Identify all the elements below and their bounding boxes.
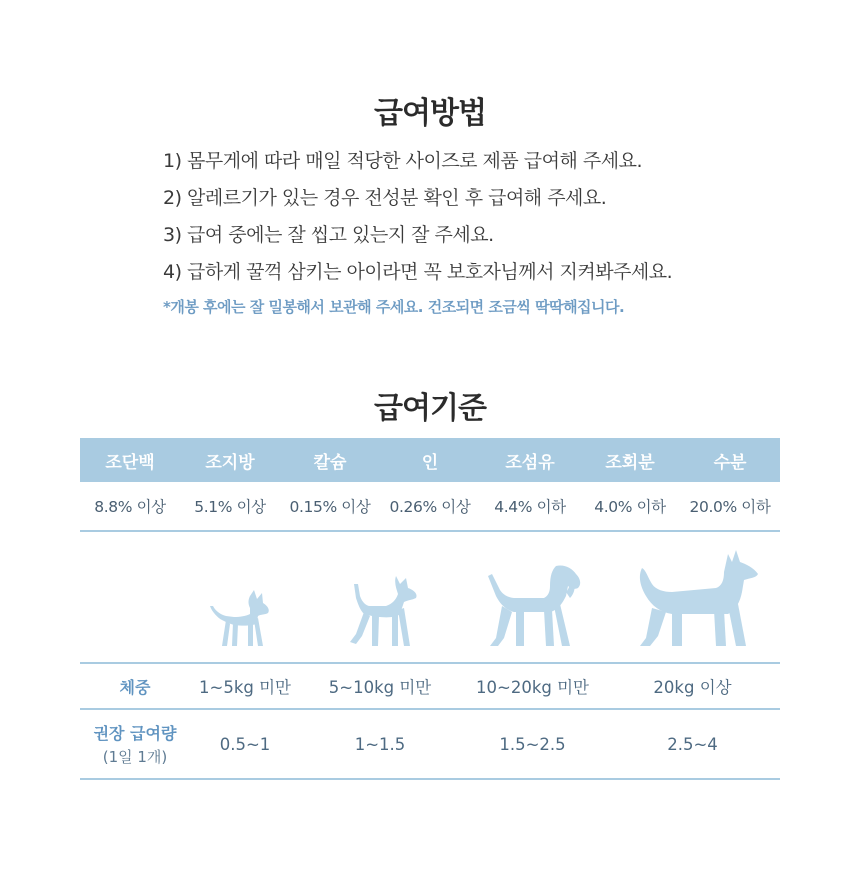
feeding-amount-table (80, 662, 780, 780)
medium-dog-icon (342, 574, 422, 648)
nutrient-value: 0.26% 이상 (389, 498, 471, 516)
nutrient-value: 0.15% 이상 (289, 498, 371, 516)
guide-line-1: 1) 몸무게에 따라 매일 적당한 사이즈로 제품 급여해 주세요. (163, 150, 643, 172)
amount-row (80, 708, 780, 780)
weight-cell: 20kg 이상 (653, 678, 732, 697)
weight-label-text: 체중 (119, 677, 151, 697)
large-dog-icon (482, 562, 582, 648)
amount-label (80, 721, 190, 767)
weight-cell: 5~10kg 미만 (328, 678, 432, 697)
nutrient-header: 조단백 (105, 452, 155, 473)
weight-cell: 10~20kg 미만 (476, 678, 589, 697)
nutrient-header: 조섬유 (505, 452, 555, 473)
nutrient-table (80, 438, 780, 532)
weight-cell: 1~5kg 미만 (199, 678, 291, 697)
amount-label-sub: (1일 1개) (102, 748, 168, 766)
guide-line-3: 3) 급여 중에는 잘 씹고 있는지 잘 주세요. (163, 224, 494, 246)
nutrient-value: 4.0% 이하 (594, 498, 666, 516)
amount-cell: 1~1.5 (354, 734, 406, 754)
nutrient-header: 조지방 (205, 452, 255, 473)
xlarge-dog-icon (636, 548, 760, 648)
feeding-method-list (163, 146, 803, 317)
nutrient-header-row (80, 438, 780, 482)
amount-cell: 0.5~1 (219, 734, 271, 754)
nutrient-value: 5.1% 이상 (194, 498, 266, 516)
weight-row (80, 662, 780, 708)
nutrient-value: 20.0% 이하 (689, 498, 771, 516)
amount-cell: 1.5~2.5 (499, 734, 566, 754)
small-dog-icon (208, 590, 276, 648)
nutrient-value-row (80, 482, 780, 532)
nutrient-value: 4.4% 이하 (494, 498, 566, 516)
feeding-standard-title: 급여기준 (374, 391, 486, 426)
dog-size-illustrations (80, 548, 780, 660)
weight-label (80, 675, 190, 698)
nutrient-header: 수분 (713, 452, 747, 473)
nutrient-header: 칼슘 (313, 452, 347, 473)
nutrient-value: 8.8% 이상 (94, 498, 166, 516)
nutrient-header: 인 (421, 452, 439, 473)
storage-note: *개봉 후에는 잘 밀봉해서 보관해 주세요. 건조되면 조금씩 딱딱해집니다. (163, 298, 625, 316)
guide-line-4: 4) 급하게 꿀꺽 삼키는 아이라면 꼭 보호자님께서 지켜봐주세요. (163, 261, 673, 283)
amount-cell: 2.5~4 (667, 734, 718, 754)
amount-label-text: 권장 급여량 (93, 724, 177, 743)
feeding-method-title: 급여방법 (374, 96, 486, 131)
guide-line-2: 2) 알레르기가 있는 경우 전성분 확인 후 급여해 주세요. (163, 187, 607, 209)
nutrient-header: 조회분 (605, 452, 655, 473)
